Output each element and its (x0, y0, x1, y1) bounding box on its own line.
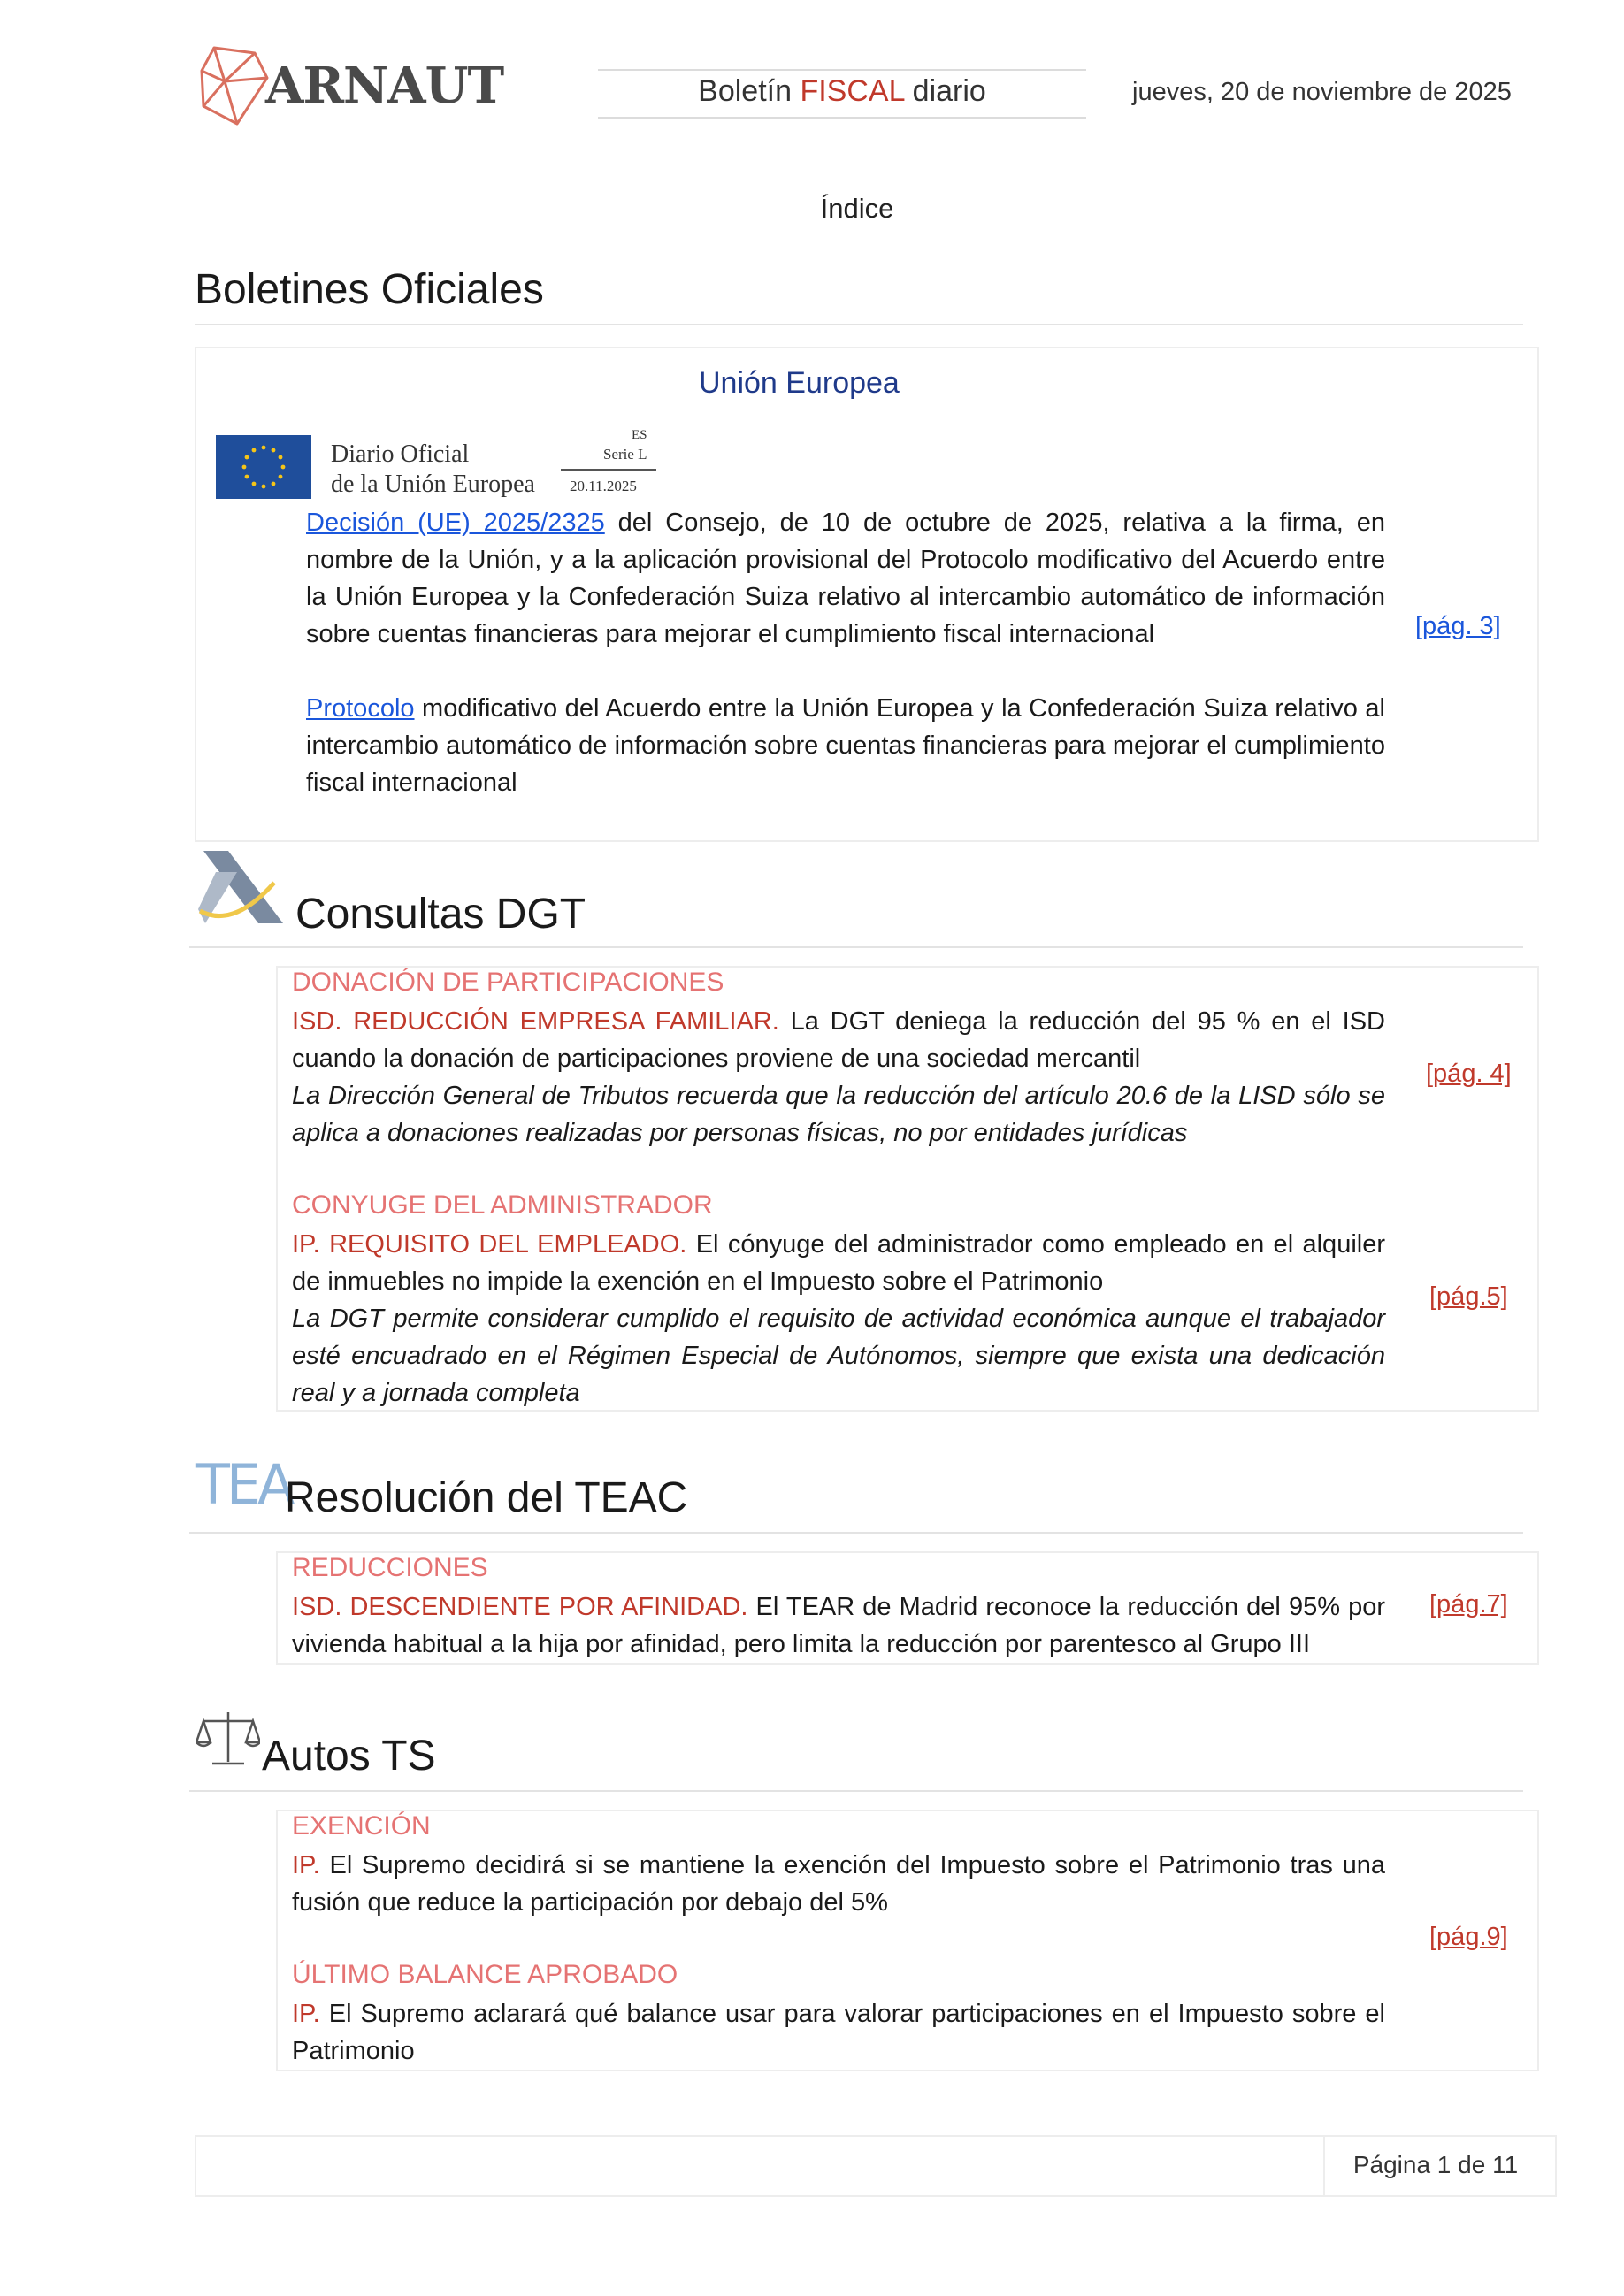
page-ref-7[interactable]: [pág.7] (1429, 1590, 1508, 1619)
page-number: Página 1 de 11 (1352, 2151, 1519, 2178)
decision-link[interactable]: Decisión (UE) 2025/2325 (306, 509, 605, 537)
logo-text: ARNAUT (265, 57, 504, 115)
dgt-item2: IP. REQUISITO DEL EMPLEADO. El cónyuge del administrador como empleado en el alquiler de inmuebles no impide la exención en el Impuesto sobre el Patrimonio La DGT permite considerar cumplido el requisito de actividad económica aunque el trabajador esté encuadrado en el Régimen Especial de Autónomos, siempre que exista una dedicación real y a jornada completa (292, 1230, 1385, 1407)
header (0, 0, 1624, 142)
eu-flag-icon (216, 435, 311, 499)
ts-item1-category: EXENCIÓN (292, 1811, 431, 1841)
section-title-boletines: Boletines Oficiales (195, 266, 544, 313)
tea-logo-icon: TEA (196, 1452, 292, 1517)
page-ref-9[interactable]: [pág.9] (1429, 1923, 1508, 1951)
section-title-teac: Resolución del TEAC (285, 1474, 688, 1521)
dgt-item1-category: DONACIÓN DE PARTICIPACIONES (292, 968, 724, 997)
region-title: Unión Europea (699, 366, 900, 400)
scales-of-justice-icon (196, 1709, 260, 1771)
page-ref-5[interactable]: [pág.5] (1429, 1282, 1508, 1311)
doue-series: Serie L (603, 446, 647, 463)
dgt-item1: ISD. REDUCCIÓN EMPRESA FAMILIAR. La DGT deniega la reducción del 95 % en el ISD cuando la donación de participaciones proviene de una sociedad mercantil La Dirección General de Tributos recuerda que la reducción del artículo 20.6 de la LISD sólo se aplica a donaciones realizadas por personas físicas, no por entidades jurídicas (292, 1007, 1385, 1147)
agencia-tributaria-icon (198, 847, 287, 929)
teac-category: REDUCCIONES (292, 1553, 488, 1582)
ts-item2-category: ÚLTIMO BALANCE APROBADO (292, 1960, 678, 1989)
doue-date: 20.11.2025 (570, 478, 637, 494)
index-title: Índice (820, 193, 894, 224)
ts-item2: IP. El Supremo aclarará qué balance usar para valorar participaciones en el Impuesto sobre el Patrimonio (292, 2000, 1385, 2065)
section-title-dgt: Consultas DGT (295, 891, 586, 938)
doue-line1: Diario Oficial (331, 440, 470, 468)
arnaut-logo-icon (198, 44, 271, 129)
doue-line2: de la Unión Europea (331, 471, 535, 498)
header-date: jueves, 20 de noviembre de 2025 (1132, 78, 1512, 106)
page-ref-4[interactable]: [pág. 4] (1426, 1060, 1512, 1088)
bulletin-title: Boletín FISCAL diario (698, 74, 986, 108)
boletines-item-1: Decisión (UE) 2025/2325 del Consejo, de 10 de octubre de 2025, relativa a la firma, en nombre de la Unión, y a la aplicación provisional del Protocolo modificativo del Acuerdo entre la Unión Europea y la Confederación Suiza relativo al intercambio automático de información sobre cuentas financieras para mejorar el cumplimiento fiscal internacional (306, 509, 1386, 648)
page-ref-3[interactable]: [pág. 3] (1415, 612, 1501, 640)
teac-item: ISD. DESCENDIENTE POR AFINIDAD. El TEAR de Madrid reconoce la reducción del 95% por vivienda habitual a la hija por afinidad, pero limita la reducción por parentesco al Grupo III (292, 1593, 1385, 1658)
dgt-item2-category: CONYUGE DEL ADMINISTRADOR (292, 1190, 713, 1220)
boletines-item-2: Protocolo modificativo del Acuerdo entre la Unión Europea y la Confederación Suiza relativo al intercambio automático de información sobre cuentas financieras para mejorar el cumplimiento fiscal internacional (306, 694, 1385, 797)
section-title-ts: Autos TS (262, 1733, 436, 1779)
doue-lang: ES (632, 428, 647, 442)
ts-item1: IP. El Supremo decidirá si se mantiene la exención del Impuesto sobre el Patrimonio tras una fusión que reduce la participación por debajo del 5% (292, 1851, 1385, 1917)
protocolo-link[interactable]: Protocolo (306, 694, 415, 723)
doue-logo (216, 428, 658, 504)
